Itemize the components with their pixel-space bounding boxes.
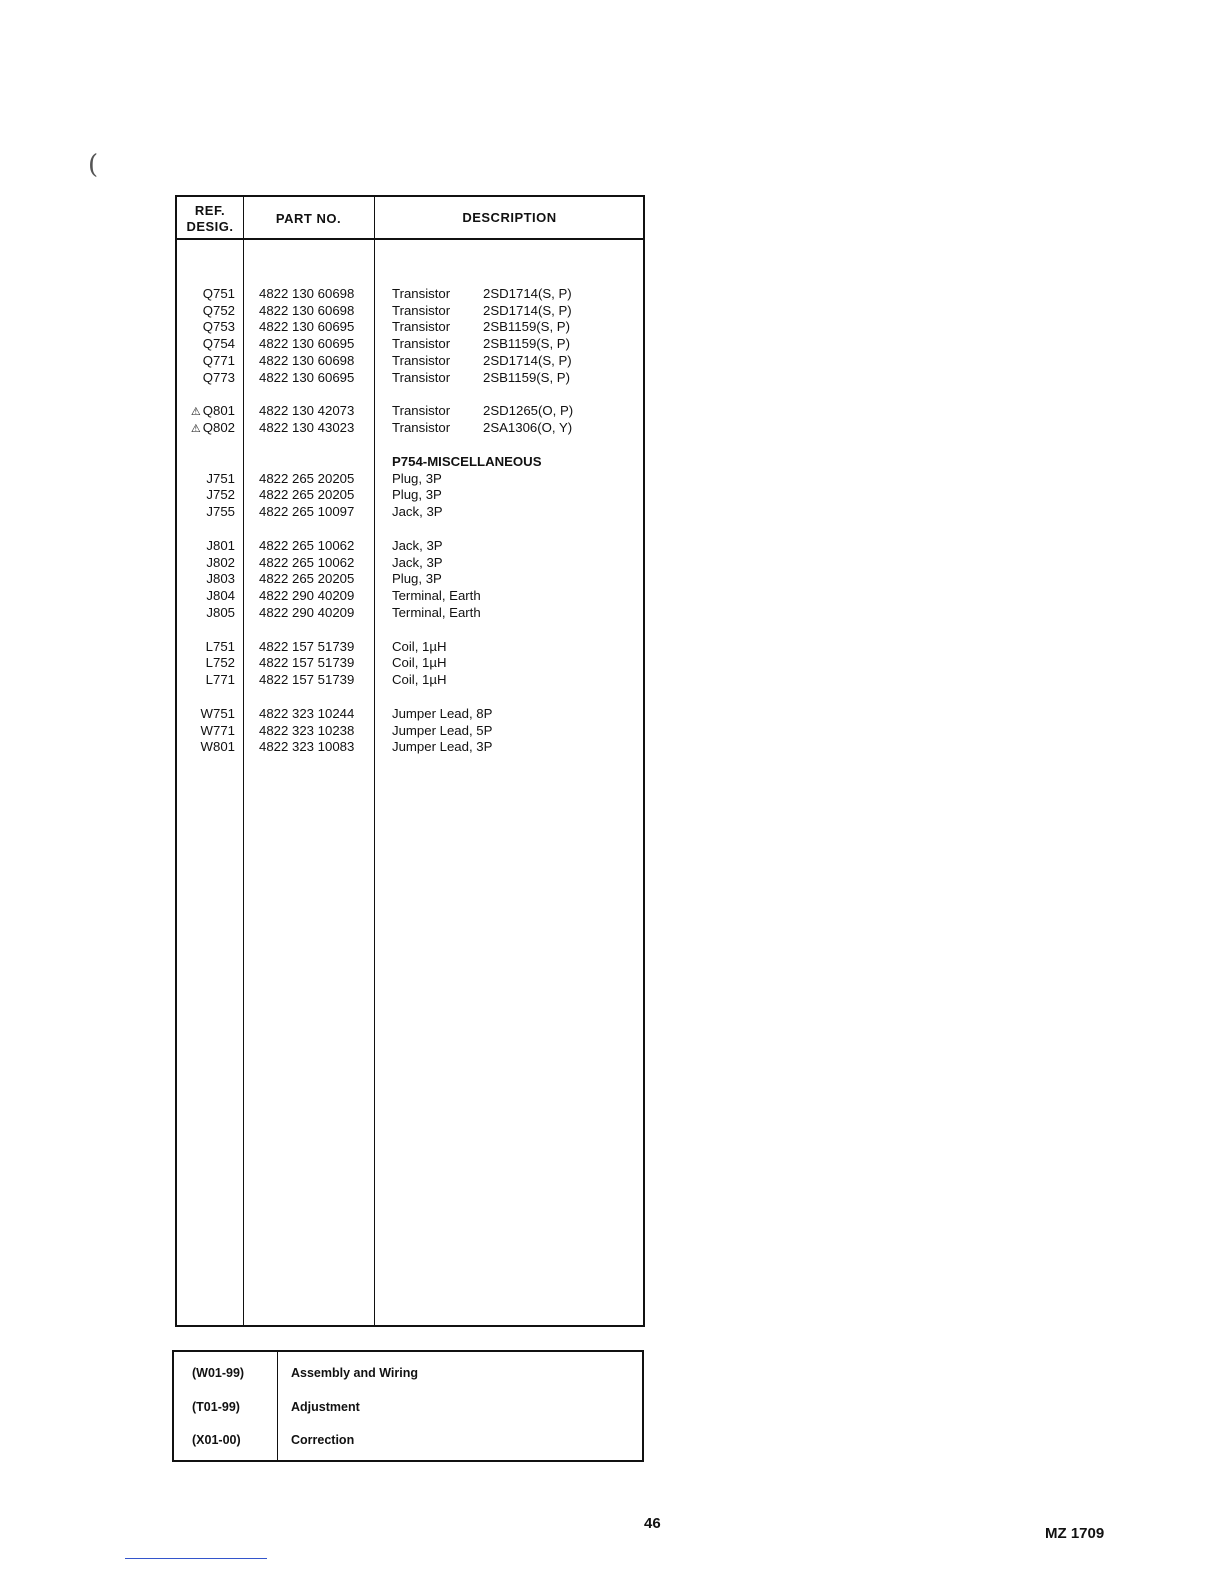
- ref-desig-cell: [177, 588, 235, 605]
- legend-label: Correction: [291, 1433, 355, 1447]
- page-number: 46: [644, 1515, 661, 1532]
- ref-desig-cell: [177, 420, 235, 438]
- part-number-cell: 4822 130 60695: [259, 319, 355, 335]
- ref-desig-text: Q802: [202, 420, 235, 436]
- part-number-cell: 4822 265 20205: [259, 571, 355, 587]
- ref-desig-text: Q753: [202, 319, 235, 335]
- part-number-cell: 4822 323 10083: [259, 739, 355, 755]
- header-rule: [177, 238, 643, 240]
- part-number-cell: 4822 290 40209: [259, 604, 355, 620]
- ref-desig-text: W751: [200, 705, 235, 721]
- type-code-cell: 2SB1159(S, P): [483, 336, 570, 352]
- description-cell: Terminal, Earth: [392, 588, 481, 604]
- ref-desig-text: Q771: [202, 352, 235, 368]
- type-code-cell: 2SD1265(O, P): [483, 403, 574, 419]
- ref-desig-text: L771: [205, 672, 235, 688]
- part-number-cell: 4822 130 60698: [259, 302, 355, 318]
- section-heading-row: [177, 454, 643, 471]
- ref-desig-cell: [177, 403, 235, 421]
- ref-desig-text: J804: [206, 588, 235, 604]
- ref-desig-cell: [177, 655, 235, 672]
- description-cell: Transistor: [392, 369, 451, 385]
- description-cell: Transistor: [392, 420, 451, 436]
- ref-desig-text: Q751: [202, 285, 235, 301]
- part-number-cell: 4822 290 40209: [259, 588, 355, 604]
- ref-desig-cell: [177, 571, 235, 588]
- description-cell: Coil, 1µH: [392, 638, 447, 654]
- ref-desig-text: J752: [206, 487, 235, 503]
- ref-desig-cell: [177, 723, 235, 740]
- parts-list-table: [175, 195, 645, 1327]
- description-cell: Coil, 1µH: [392, 655, 447, 671]
- part-number-cell: 4822 265 10097: [259, 504, 355, 520]
- description-cell: Transistor: [392, 285, 451, 301]
- description-cell: Plug, 3P: [392, 487, 442, 503]
- legend-code: (T01-99): [192, 1400, 240, 1414]
- table-row: [177, 336, 643, 353]
- header-ref-desig: [177, 203, 243, 235]
- ref-desig-cell: [177, 336, 235, 353]
- table-row: [177, 319, 643, 336]
- legend-row: [174, 1433, 642, 1453]
- ref-desig-cell: [177, 487, 235, 504]
- table-row: [177, 672, 643, 689]
- description-cell: Transistor: [392, 403, 451, 419]
- table-row: [177, 555, 643, 572]
- ref-desig-text: L751: [205, 638, 235, 654]
- ref-desig-text: L752: [205, 655, 235, 671]
- header-description: DESCRIPTION: [462, 210, 557, 225]
- spacer-row: [177, 689, 643, 706]
- description-cell: Coil, 1µH: [392, 672, 447, 688]
- ref-desig-cell: [177, 303, 235, 320]
- type-code-cell: 2SB1159(S, P): [483, 369, 570, 385]
- description-cell: Jumper Lead, 5P: [392, 722, 493, 738]
- table-row: [177, 588, 643, 605]
- ref-desig-cell: [177, 605, 235, 622]
- ref-desig-text: Q801: [202, 403, 235, 419]
- spacer-row: [177, 622, 643, 639]
- ref-desig-text: Q754: [202, 336, 235, 352]
- margin-paren-mark: (: [88, 150, 99, 180]
- table-row: [177, 370, 643, 387]
- spacer-row: [177, 387, 643, 404]
- type-code-cell: 2SD1714(S, P): [483, 352, 572, 368]
- ref-desig-cell: [177, 555, 235, 572]
- type-code-cell: 2SD1714(S, P): [483, 302, 572, 318]
- ref-desig-text: J801: [206, 537, 235, 553]
- header-ref-line1: REF.: [194, 203, 226, 218]
- table-row: [177, 706, 643, 723]
- ref-desig-cell: [177, 504, 235, 521]
- description-cell: Jack, 3P: [392, 504, 443, 520]
- ref-desig-cell: [177, 353, 235, 370]
- ref-desig-cell: [177, 706, 235, 723]
- document-code: MZ 1709: [1045, 1525, 1105, 1542]
- spacer-row: [177, 521, 643, 538]
- table-row: [177, 639, 643, 656]
- table-row: [177, 723, 643, 740]
- description-cell: Plug, 3P: [392, 470, 442, 486]
- part-number-cell: 4822 130 43023: [259, 420, 355, 436]
- ref-desig-text: W771: [200, 722, 235, 738]
- type-code-cell: 2SB1159(S, P): [483, 319, 570, 335]
- ref-desig-cell: [177, 471, 235, 488]
- ref-desig-cell: [177, 739, 235, 756]
- description-cell: Jack, 3P: [392, 554, 443, 570]
- part-number-cell: 4822 157 51739: [259, 655, 355, 671]
- section-heading: P754-MISCELLANEOUS: [392, 453, 542, 469]
- ref-desig-cell: [177, 538, 235, 555]
- ref-desig-cell: [177, 639, 235, 656]
- ref-desig-cell: [177, 319, 235, 336]
- spacer-row: [177, 269, 643, 286]
- part-number-cell: 4822 130 60695: [259, 336, 355, 352]
- legend-code: (W01-99): [192, 1366, 245, 1380]
- ref-desig-text: J802: [206, 554, 235, 570]
- part-number-cell: 4822 265 10062: [259, 554, 355, 570]
- description-cell: Jumper Lead, 3P: [392, 739, 493, 755]
- table-row: [177, 303, 643, 320]
- table-row: [177, 538, 643, 555]
- ref-desig-cell: [177, 370, 235, 387]
- part-number-cell: 4822 157 51739: [259, 672, 355, 688]
- ref-desig-text: W801: [200, 739, 235, 755]
- part-number-cell: 4822 265 20205: [259, 487, 355, 503]
- table-row: [177, 605, 643, 622]
- table-row: [177, 420, 643, 437]
- table-row: [177, 471, 643, 488]
- ref-desig-text: J803: [206, 571, 235, 587]
- part-number-cell: 4822 157 51739: [259, 638, 355, 654]
- description-cell: Transistor: [392, 302, 451, 318]
- part-number-cell: 4822 265 20205: [259, 470, 355, 486]
- header-part-no: PART NO.: [275, 211, 342, 226]
- description-cell: Plug, 3P: [392, 571, 442, 587]
- ref-desig-text: J805: [206, 604, 235, 620]
- part-number-cell: 4822 323 10238: [259, 722, 355, 738]
- legend-row: [174, 1366, 642, 1386]
- part-number-cell: 4822 130 42073: [259, 403, 355, 419]
- ref-desig-text: Q773: [202, 369, 235, 385]
- type-code-cell: 2SD1714(S, P): [483, 285, 572, 301]
- header-ref-line2: DESIG.: [186, 219, 234, 234]
- legend-code: (X01-00): [192, 1433, 241, 1447]
- legend-box: [172, 1350, 644, 1462]
- part-number-cell: 4822 130 60698: [259, 285, 355, 301]
- description-cell: Jack, 3P: [392, 537, 443, 553]
- description-cell: Jumper Lead, 8P: [392, 705, 493, 721]
- ref-desig-cell: [177, 286, 235, 303]
- legend-row: [174, 1400, 642, 1420]
- ref-desig-cell: [177, 672, 235, 689]
- ref-desig-text: Q752: [202, 302, 235, 318]
- spacer-row: [177, 437, 643, 454]
- description-cell: Transistor: [392, 319, 451, 335]
- table-row: [177, 571, 643, 588]
- part-number-cell: 4822 130 60698: [259, 352, 355, 368]
- type-code-cell: 2SA1306(O, Y): [483, 420, 573, 436]
- legend-label: Adjustment: [291, 1400, 360, 1414]
- description-cell: Transistor: [392, 352, 451, 368]
- legend-label: Assembly and Wiring: [291, 1366, 418, 1380]
- part-number-cell: 4822 130 60695: [259, 369, 355, 385]
- part-number-cell: 4822 323 10244: [259, 705, 355, 721]
- ref-desig-text: J755: [206, 504, 235, 520]
- table-row: [177, 739, 643, 756]
- ref-desig-text: J751: [206, 470, 235, 486]
- table-row: [177, 353, 643, 370]
- description-cell: Transistor: [392, 336, 451, 352]
- table-body: [177, 269, 643, 756]
- safety-warning-icon: ⚠: [190, 406, 201, 419]
- table-row: [177, 403, 643, 420]
- table-row: [177, 286, 643, 303]
- part-number-cell: 4822 265 10062: [259, 537, 355, 553]
- table-row: [177, 487, 643, 504]
- safety-warning-icon: ⚠: [190, 423, 201, 436]
- description-cell: Terminal, Earth: [392, 604, 481, 620]
- table-row: [177, 655, 643, 672]
- footer-underline: [125, 1558, 267, 1559]
- table-row: [177, 504, 643, 521]
